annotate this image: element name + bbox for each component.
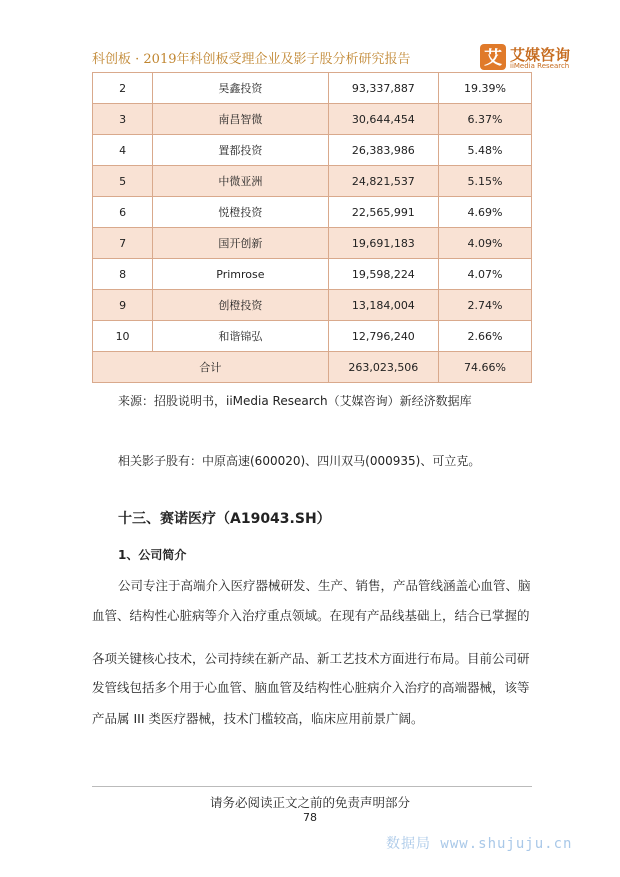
share-count-cell: 12,796,240 <box>328 321 438 352</box>
shareholder-name-cell: 创橙投资 <box>153 290 329 321</box>
table-row <box>93 104 532 135</box>
share-percent-cell: 4.69% <box>438 197 531 228</box>
shareholder-name-cell: 南昌智微 <box>153 104 329 135</box>
company-intro-line: 血管、结构性心脏病等介入治疗重点领域。在现有产品线基础上，结合已掌握的 <box>92 608 530 623</box>
share-percent-cell: 2.66% <box>438 321 531 352</box>
subsection-heading: 1、公司简介 <box>118 548 187 562</box>
shareholder-name-cell: 国开创新 <box>153 228 329 259</box>
shareholder-name-cell: 悦橙投资 <box>153 197 329 228</box>
share-count-cell: 19,691,183 <box>328 228 438 259</box>
share-percent-cell: 4.07% <box>438 259 531 290</box>
table-row <box>93 135 532 166</box>
rank-cell: 2 <box>93 73 153 104</box>
shareholder-name-cell: 昊鑫投资 <box>153 73 329 104</box>
page-header <box>92 44 582 72</box>
rank-cell: 5 <box>93 166 153 197</box>
section-heading: 十三、赛诺医疗（A19043.SH） <box>118 511 331 527</box>
company-intro-line: 公司专注于高端介入医疗器械研发、生产、销售，产品管线涵盖心血管、脑 <box>118 578 531 593</box>
shareholder-name-cell: 和谐锦弘 <box>153 321 329 352</box>
total-shares-cell: 263,023,506 <box>328 352 438 383</box>
share-count-cell: 26,383,986 <box>328 135 438 166</box>
company-intro-line: 产品属 III 类医疗器械，技术门槛较高，临床应用前景广阔。 <box>92 711 424 726</box>
table-row <box>93 73 532 104</box>
share-percent-cell: 2.74% <box>438 290 531 321</box>
shareholder-name-cell: 置都投资 <box>153 135 329 166</box>
table-row <box>93 290 532 321</box>
share-count-cell: 13,184,004 <box>328 290 438 321</box>
share-count-cell: 93,337,887 <box>328 73 438 104</box>
shareholder-name-cell: Primrose <box>153 259 329 290</box>
rank-cell: 4 <box>93 135 153 166</box>
logo-mark-icon: 艾 <box>480 44 506 70</box>
rank-cell: 9 <box>93 290 153 321</box>
share-count-cell: 22,565,991 <box>328 197 438 228</box>
share-percent-cell: 19.39% <box>438 73 531 104</box>
rank-cell: 7 <box>93 228 153 259</box>
table-source-note: 来源：招股说明书，iiMedia Research（艾媒咨询）新经济数据库 <box>118 394 472 408</box>
share-percent-cell: 4.09% <box>438 228 531 259</box>
share-count-cell: 19,598,224 <box>328 259 438 290</box>
page-number: 78 <box>303 811 317 824</box>
rank-cell: 6 <box>93 197 153 228</box>
shareholders-table <box>92 72 532 383</box>
table-row <box>93 197 532 228</box>
total-percent-cell: 74.66% <box>438 352 531 383</box>
site-watermark: 数据局 www.shujuju.cn <box>386 836 573 852</box>
rank-cell: 3 <box>93 104 153 135</box>
table-row <box>93 321 532 352</box>
table-row <box>93 166 532 197</box>
footer-disclaimer: 请务必阅读正文之前的免责声明部分 <box>209 795 410 810</box>
logo-subtitle: iiMedia Research <box>510 62 570 70</box>
company-intro-line: 发管线包括多个用于心血管、脑血管及结构性心脏病介入治疗的高端器械，该等 <box>92 680 530 695</box>
company-intro-line: 各项关键核心技术，公司持续在新产品、新工艺技术方面进行布局。目前公司研 <box>92 651 530 666</box>
share-count-cell: 30,644,454 <box>328 104 438 135</box>
total-label-cell: 合计 <box>93 352 329 383</box>
table-row <box>93 228 532 259</box>
shareholder-name-cell: 中微亚洲 <box>153 166 329 197</box>
footer-divider <box>92 786 532 787</box>
share-count-cell: 24,821,537 <box>328 166 438 197</box>
related-stocks-line: 相关影子股有：中原高速(600020)、四川双马(000935)、可立克。 <box>118 454 481 468</box>
share-percent-cell: 6.37% <box>438 104 531 135</box>
share-percent-cell: 5.48% <box>438 135 531 166</box>
logo-name: 艾媒咨询 <box>510 46 571 64</box>
share-percent-cell: 5.15% <box>438 166 531 197</box>
rank-cell: 8 <box>93 259 153 290</box>
brand-logo <box>480 44 582 72</box>
rank-cell: 10 <box>93 321 153 352</box>
table-row <box>93 259 532 290</box>
table-total-row <box>93 352 532 383</box>
header-title: 科创板 · 2019年科创板受理企业及影子股分析研究报告 <box>92 52 411 67</box>
